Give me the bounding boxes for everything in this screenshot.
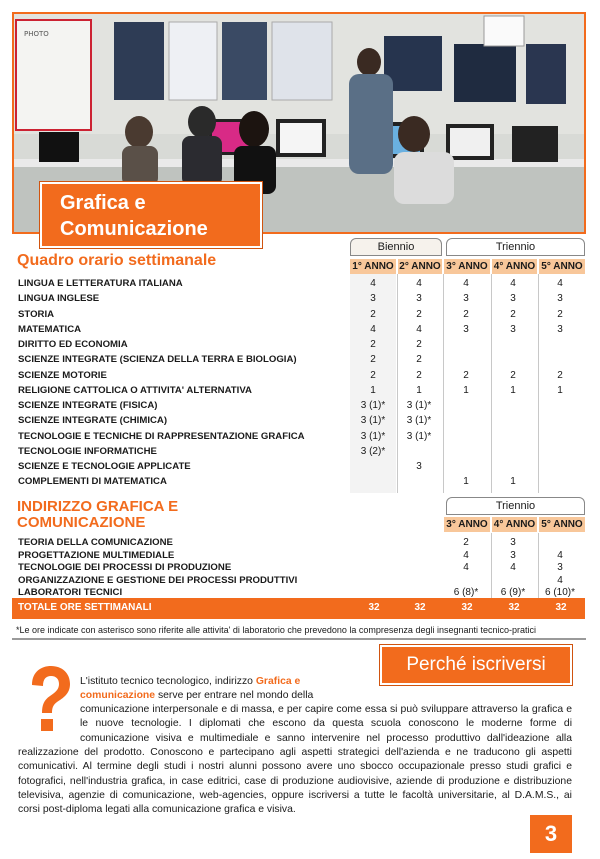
address-year-header-4: 4° ANNO <box>493 519 536 530</box>
schedule-row-subject: SCIENZE INTEGRATE (SCIENZA DELLA TERRA E BIOLOGIA) <box>18 354 297 366</box>
schedule-row-hours: 2 <box>557 369 563 381</box>
schedule-row-hours: 4 <box>416 323 422 335</box>
total-year2: 32 <box>414 602 426 613</box>
schedule-row-hours: 3 (1)* <box>406 415 432 427</box>
address-row-subject: LABORATORI TECNICI <box>18 587 123 598</box>
schedule-row-hours: 1 <box>510 476 516 488</box>
address-row-hours: 4 <box>510 562 516 573</box>
schedule-row-hours: 2 <box>463 369 469 381</box>
schedule-row-subject: SCIENZE MOTORIE <box>18 369 107 381</box>
group-tab-biennio: Biennio <box>350 238 442 256</box>
address-row-hours: 4 <box>557 549 563 561</box>
schedule-row-hours: 3 <box>557 293 563 305</box>
schedule-row-hours: 1 <box>557 384 563 396</box>
schedule-row-hours: 2 <box>463 308 469 320</box>
schedule-row-hours: 3 (1)* <box>406 400 432 411</box>
why-enroll-line: corsi post-diploma legati alla comunicazione grafica e visiva. <box>18 804 296 816</box>
schedule-row-subject: SCIENZE INTEGRATE (CHIMICA) <box>18 415 168 427</box>
why-enroll-intro <box>80 675 372 690</box>
schedule-row-hours: 3 <box>510 293 516 305</box>
why-enroll-line: le nuove tecnologie. I diplomati che escono da questa scuola conoscono le moderne forme di <box>80 718 572 730</box>
schedule-row-subject: COMPLEMENTI DI MATEMATICA <box>18 476 167 488</box>
why-enroll-line: comunicazione interpersonale e di massa, e per capire come essa si può sviluppare attraverso la grafica e <box>80 704 572 715</box>
schedule-row-hours: 2 <box>416 339 422 350</box>
address-row-hours: 6 (9)* <box>500 587 526 598</box>
schedule-row-hours: 2 <box>370 354 376 366</box>
schedule-row-hours: 2 <box>370 339 376 350</box>
address-row-subject: TEORIA DELLA COMUNICAZIONE <box>18 537 173 548</box>
schedule-row-hours: 3 <box>463 293 469 305</box>
year-header-3: 3° ANNO <box>444 259 490 274</box>
schedule-row-hours: 4 <box>370 278 376 289</box>
svg-text:PHOTO: PHOTO <box>24 30 49 38</box>
address-row-hours: 6 (10)* <box>544 587 575 598</box>
schedule-row-subject: DIRITTO ED ECONOMIA <box>18 339 128 350</box>
schedule-row-hours: 4 <box>416 278 422 289</box>
why-enroll-line: comunicativi. Al termine degli studi i nostri alunni possono avere uno sbocco occupazionale presso studi grafici e <box>18 761 572 773</box>
total-year5: 32 <box>555 602 567 613</box>
schedule-row-subject: RELIGIONE CATTOLICA O ATTIVITA' ALTERNATIVA <box>18 384 252 396</box>
schedule-row-hours: 3 <box>463 323 469 335</box>
column-divider <box>538 274 539 493</box>
address-group-tab-triennio: Triennio <box>446 497 585 515</box>
address-row-hours: 4 <box>463 549 469 561</box>
schedule-row-hours: 2 <box>416 308 422 320</box>
address-row-hours: 6 (8)* <box>453 587 479 598</box>
schedule-row-hours: 2 <box>510 369 516 381</box>
question-mark-icon <box>24 665 74 735</box>
schedule-row-hours: 4 <box>510 278 516 289</box>
schedule-row-hours: 3 (1)* <box>360 430 386 442</box>
year-header-4: 4° ANNO <box>493 261 536 272</box>
why-enroll-line: realizzazione del prodotto. Conoscono e partecipano agli aspetti strategici dell'azienda e ne traducono gli aspetti <box>18 746 572 758</box>
schedule-row-hours: 4 <box>463 278 469 289</box>
address-row-hours: 3 <box>510 537 516 548</box>
schedule-row-hours: 3 (1)* <box>406 430 432 442</box>
schedule-row-hours: 3 <box>416 461 422 472</box>
schedule-row-hours: 4 <box>557 278 563 289</box>
year-header-1: 1° ANNO <box>350 259 396 274</box>
address-row-subject: PROGETTAZIONE MULTIMEDIALE <box>18 549 175 561</box>
schedule-row-hours: 3 <box>557 323 563 335</box>
column-bg-year1 <box>350 274 396 493</box>
group-tab-triennio: Triennio <box>446 238 585 256</box>
schedule-row-hours: 3 <box>370 293 376 305</box>
address-heading <box>17 499 178 531</box>
schedule-row-hours: 1 <box>463 476 469 488</box>
weekly-schedule-heading: Quadro orario settimanale <box>17 252 217 269</box>
schedule-row-hours: 1 <box>463 384 469 396</box>
address-row-hours: 3 <box>557 562 563 573</box>
why-enroll-box: Perché iscriversi <box>380 645 572 685</box>
course-title-line1: Grafica e <box>60 192 146 214</box>
schedule-row-hours: 3 <box>510 323 516 335</box>
address-year-header-3: 3° ANNO <box>444 517 490 532</box>
schedule-row-hours: 1 <box>370 384 376 396</box>
why-enroll-intro-2 <box>80 689 372 704</box>
schedule-row-hours: 3 (1)* <box>360 400 386 411</box>
address-heading-line2: COMUNICAZIONE <box>17 514 146 531</box>
total-year3: 32 <box>461 602 473 613</box>
address-row-hours: 4 <box>463 562 469 573</box>
course-highlight-1: Grafica e <box>255 676 301 687</box>
totals-bar <box>12 598 585 619</box>
course-title-line2: Comunicazione <box>60 218 208 240</box>
totals-label: TOTALE ORE SETTIMANALI <box>18 602 152 613</box>
schedule-row-hours: 3 <box>416 293 422 305</box>
schedule-row-subject: MATEMATICA <box>18 323 82 335</box>
schedule-row-hours: 2 <box>557 308 563 320</box>
lab-hours-footnote: *Le ore indicate con asterisco sono riferite alle attivita' di laboratorio che prevedono la compresenza degli insegnanti tecnico-pratici <box>16 625 537 635</box>
year-header-5: 5° ANNO <box>539 259 585 274</box>
schedule-row-hours: 2 <box>510 308 516 320</box>
address-row-subject: TECNOLOGIE DEI PROCESSI DI PRODUZIONE <box>18 562 232 573</box>
total-year1: 32 <box>368 602 380 613</box>
address-row-hours: 2 <box>463 537 469 548</box>
schedule-row-hours: 2 <box>370 308 376 320</box>
schedule-row-subject: STORIA <box>18 308 55 320</box>
schedule-row-hours: 3 (1)* <box>360 415 386 427</box>
course-highlight-2: comunicazione <box>80 690 156 701</box>
schedule-row-subject: TECNOLOGIE INFORMATICHE <box>18 445 157 457</box>
schedule-row-hours: 1 <box>510 384 516 396</box>
schedule-row-hours: 1 <box>416 384 422 396</box>
address-year-header-5: 5° ANNO <box>539 517 585 532</box>
why-enroll-intro-after: serve per entrare nel mondo della <box>157 690 314 701</box>
column-divider <box>538 533 539 598</box>
address-row-hours: 4 <box>557 574 563 586</box>
schedule-row-hours: 2 <box>416 369 422 381</box>
divider-line <box>12 638 586 640</box>
schedule-row-subject: SCIENZE E TECNOLOGIE APPLICATE <box>18 461 191 472</box>
total-year4: 32 <box>508 602 520 613</box>
year-header-2: 2° ANNO <box>399 261 441 272</box>
schedule-row-hours: 2 <box>416 354 422 366</box>
address-heading-line1: INDIRIZZO GRAFICA E <box>17 498 179 515</box>
address-row-hours: 3 <box>510 549 516 561</box>
why-enroll-intro-text: L'istituto tecnico tecnologico, indirizzo <box>80 676 253 687</box>
course-title-box <box>40 182 262 248</box>
why-enroll-line: fotografici, nell'industria grafica, in case editrici, case di produzione audiovisive, aziende di produzione e distribuzione <box>18 775 572 787</box>
column-divider <box>443 274 444 493</box>
schedule-row-hours: 2 <box>370 369 376 381</box>
address-row-subject: ORGANIZZAZIONE E GESTIONE DEI PROCESSI PRODUTTIVI <box>18 574 298 586</box>
schedule-row-subject: LINGUA E LETTERATURA ITALIANA <box>18 278 183 289</box>
schedule-row-hours: 3 (2)* <box>360 445 386 457</box>
column-divider <box>397 274 398 493</box>
schedule-row-hours: 4 <box>370 323 376 335</box>
column-divider <box>491 274 492 493</box>
column-divider <box>491 533 492 598</box>
schedule-row-subject: TECNOLOGIE E TECNICHE DI RAPPRESENTAZIONE GRAFICA <box>18 430 305 442</box>
schedule-row-subject: SCIENZE INTEGRATE (FISICA) <box>18 400 158 411</box>
page-number: 3 <box>530 815 572 853</box>
why-enroll-line: televisiva, agenzie di comunicazione, web-agencies, oppure iscriversi a tutte le facoltà universitarie, al D.A.M.S., ai <box>18 789 572 801</box>
why-enroll-line: comunicazione visiva e multimediale e sanno intervenire nel processo produttivo dall'ideazione alla <box>80 732 572 744</box>
schedule-row-subject: LINGUA INGLESE <box>18 293 100 305</box>
